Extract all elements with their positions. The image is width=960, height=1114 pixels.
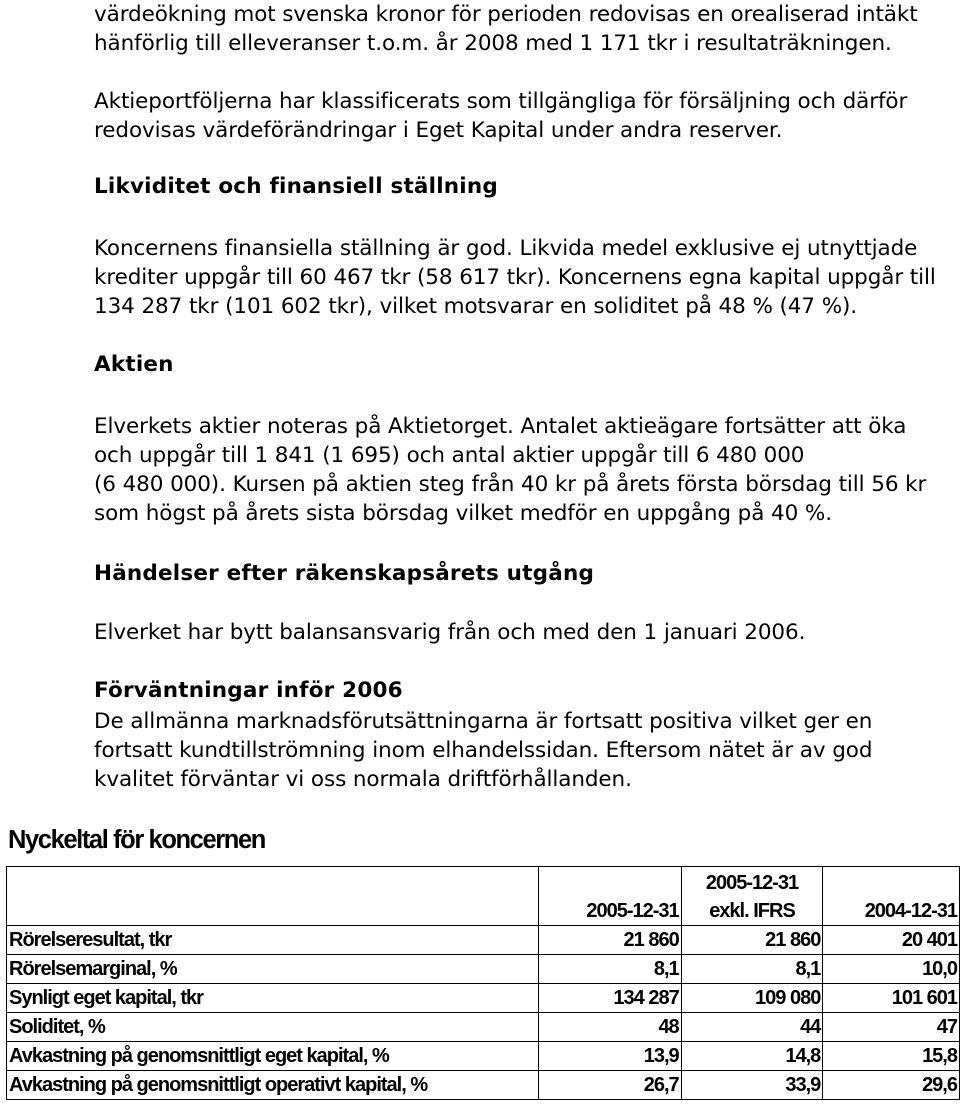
text-line: hänförlig till elleveranser t.o.m. år 2008 med 1 171 tkr i resultaträkningen. — [94, 31, 892, 56]
row-value: 15,8 — [823, 1042, 960, 1071]
table-row — [7, 1013, 960, 1042]
row-value: 21 860 — [539, 926, 682, 955]
table-header-row — [7, 867, 960, 898]
handelser-paragraph — [94, 618, 954, 647]
row-value: 8,1 — [681, 955, 823, 984]
text-line: (6 480 000). Kursen på aktien steg från 40 kr på årets första börsdag till 56 kr — [94, 472, 927, 497]
text-line: Elverket har bytt balansansvarig från och med den 1 januari 2006. — [94, 620, 806, 645]
header-cell-col3: 2004-12-31 — [823, 897, 960, 926]
row-value: 47 — [823, 1013, 960, 1042]
header-cell — [539, 867, 682, 898]
row-value: 10,0 — [823, 955, 960, 984]
row-value: 29,6 — [823, 1071, 960, 1100]
header-cell-col2-line2: exkl. IFRS — [681, 897, 823, 926]
text-line: 134 287 tkr (101 602 tkr), vilket motsvarar en soliditet på 48 % (47 %). — [94, 294, 858, 319]
row-label: Rörelsemarginal, % — [7, 955, 539, 984]
text-line: fortsatt kundtillströmning inom elhandelssidan. Eftersom nätet är av god — [94, 738, 873, 763]
table-row — [7, 926, 960, 955]
row-value: 14,8 — [681, 1042, 823, 1071]
intro-paragraph — [94, 0, 954, 58]
text-line: Koncernens finansiella ställning är god. Likvida medel exklusive ej utnyttjade — [94, 236, 918, 261]
header-cell-col2-line1: 2005-12-31 — [681, 867, 823, 898]
row-value: 48 — [539, 1013, 682, 1042]
heading-forvantningar: Förväntningar inför 2006 — [94, 678, 403, 703]
row-label: Synligt eget kapital, tkr — [7, 984, 539, 1013]
row-value: 13,9 — [539, 1042, 682, 1071]
text-line: redovisas värdeförändringar i Eget Kapital under andra reserver. — [94, 118, 783, 143]
row-value: 44 — [681, 1013, 823, 1042]
text-line: krediter uppgår till 60 467 tkr (58 617 tkr). Koncernens egna kapital uppgår till — [94, 265, 936, 290]
likviditet-paragraph — [94, 234, 954, 321]
header-cell-col1: 2005-12-31 — [539, 897, 682, 926]
row-value: 21 860 — [681, 926, 823, 955]
header-empty-cell — [7, 867, 539, 926]
text-line: Aktieportföljerna har klassificerats som tillgängliga för försäljning och därför — [94, 89, 908, 114]
portfolio-paragraph — [94, 87, 954, 145]
row-label: Avkastning på genomsnittligt operativt kapital, % — [7, 1071, 539, 1100]
text-line: De allmänna marknadsförutsättningarna är fortsatt positiva vilket ger en — [94, 709, 873, 734]
keyfigures-table — [6, 866, 960, 1100]
heading-aktien: Aktien — [94, 352, 174, 377]
row-value: 101 601 — [823, 984, 960, 1013]
row-value: 26,7 — [539, 1071, 682, 1100]
table-row — [7, 955, 960, 984]
table-row — [7, 1071, 960, 1100]
row-value: 109 080 — [681, 984, 823, 1013]
row-label: Rörelseresultat, tkr — [7, 926, 539, 955]
text-line: Elverkets aktier noteras på Aktietorget. Antalet aktieägare fortsätter att öka — [94, 414, 907, 439]
text-line: värdeökning mot svenska kronor för perioden redovisas en orealiserad intäkt — [94, 2, 918, 27]
header-cell — [823, 867, 960, 898]
text-line: som högst på årets sista börsdag vilket medför en uppgång på 40 %. — [94, 501, 832, 526]
row-value: 8,1 — [539, 955, 682, 984]
forvantningar-paragraph — [94, 707, 954, 794]
row-label: Soliditet, % — [7, 1013, 539, 1042]
text-line: kvalitet förväntar vi oss normala driftförhållanden. — [94, 767, 632, 792]
row-label: Avkastning på genomsnittligt eget kapital, % — [7, 1042, 539, 1071]
row-value: 20 401 — [823, 926, 960, 955]
row-value: 134 287 — [539, 984, 682, 1013]
heading-likviditet: Likviditet och finansiell ställning — [94, 174, 498, 199]
row-value: 33,9 — [681, 1071, 823, 1100]
table-row — [7, 1042, 960, 1071]
heading-handelser: Händelser efter räkenskapsårets utgång — [94, 561, 595, 586]
text-line: och uppgår till 1 841 (1 695) och antal aktier uppgår till 6 480 000 — [94, 443, 805, 468]
keyfigures-title: Nyckeltal för koncernen — [8, 826, 265, 854]
aktien-paragraph — [94, 412, 954, 528]
table-row — [7, 984, 960, 1013]
